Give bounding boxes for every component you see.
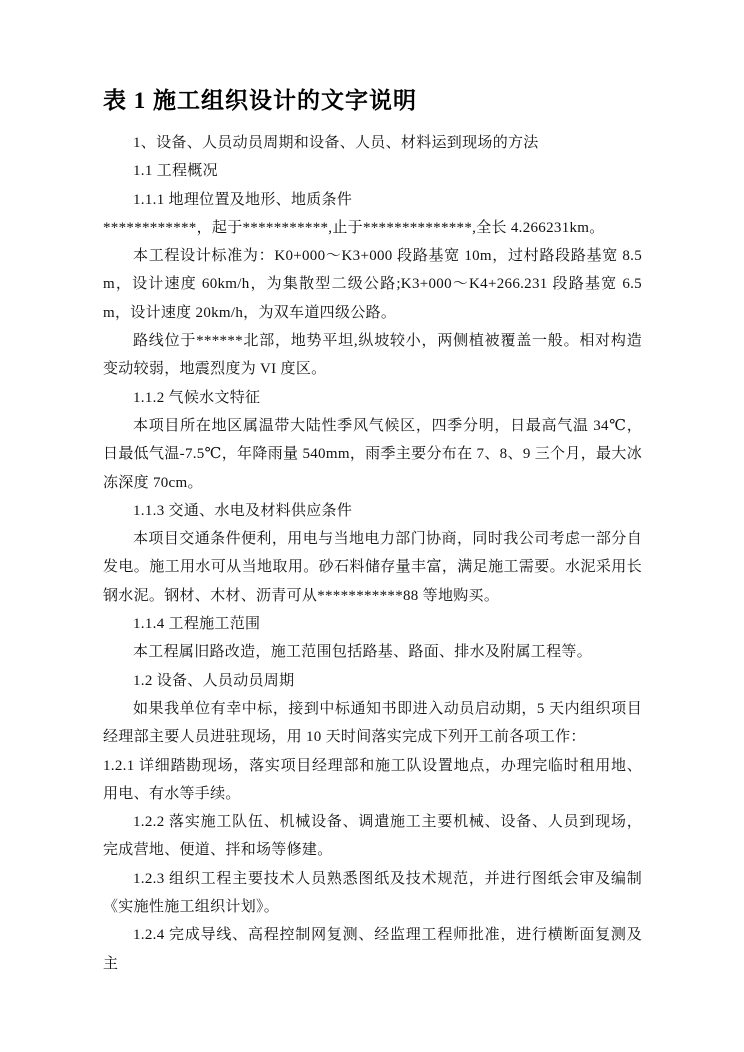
paragraph-heading-1-1-4: 1.1.4 工程施工范围 (133, 616, 261, 633)
paragraph-climate: 本项目所在地区属温带大陆性季风气候区，四季分明，日最高气温 34℃，日最低气温-7.5℃，年降雨量 540mm，雨季主要分布在 7、8、9 三个月，最大冰冻深度 70cm。 (103, 417, 642, 491)
paragraph-supply-conditions: 本项目交通条件便利，用电与当地电力部门协商，同时我公司考虑一部分自发电。施工用水可从当地取用。砂石料储存量丰富，满足施工需要。水泥采用长钢水泥。钢材、木材、沥青可从***********88 等地购买。 (103, 531, 642, 604)
paragraph-design-standard: 本工程设计标准为：K0+000～K3+000 段路基宽 10m，过村路段路基宽 8.5m，设计速度 60km/h，为集散型二级公路;K3+000～K4+266.231 段路基宽 6.5m，设计速度 20km/h，为双车道四级公路。 (103, 248, 642, 321)
paragraph-heading-1-1-1: 1.1.1 地理位置及地形、地质条件 (133, 191, 353, 208)
paragraph-route-location: 路线位于******北部，地势平坦,纵坡较小，两侧植被覆盖一般。相对构造变动较弱，地震烈度为 VI 度区。 (103, 333, 642, 378)
paragraph-scope: 本工程属旧路改造，施工范围包括路基、路面、排水及附属工程等。 (133, 644, 593, 661)
paragraph-item-1-2-1: 1.2.1 详细踏勘现场，落实项目经理部和施工队设置地点，办理完临时租用地、用电、有水等手续。 (103, 757, 642, 802)
paragraph-item-1-2-3: 1.2.3 组织工程主要技术人员熟悉图纸及技术规范，并进行图纸会审及编制《实施性施工组织计划》。 (103, 870, 642, 916)
paragraph-heading-1-1: 1.1 工程概况 (133, 163, 218, 180)
paragraph-item-1-2-4: 1.2.4 完成导线、高程控制网复测、经监理工程师批准，进行横断面复测及主 (103, 927, 642, 972)
document-title: 表 1 施工组织设计的文字说明 (103, 88, 417, 113)
paragraph-section-1-heading: 1、设备、人员动员周期和设备、人员、材料运到现场的方法 (133, 135, 539, 151)
paragraph-mobilization: 如果我单位有幸中标，接到中标通知书即进入动员启动期，5 天内组织项目经理部主要人员进驻现场，用 10 天时间落实完成下列开工前各项工作： (103, 700, 642, 746)
paragraph-heading-1-2: 1.2 设备、人员动员周期 (133, 672, 295, 689)
paragraph-heading-1-1-2: 1.1.2 气候水文特征 (133, 389, 261, 406)
paragraph-route-overview: ************，起于***********,止于**************,全长 4.266231km。 (103, 219, 605, 236)
paragraph-item-1-2-2: 1.2.2 落实施工队伍、机械设备、调遣施工主要机械、设备、人员到现场，完成营地、便道、拌和场等修建。 (103, 814, 642, 859)
paragraph-heading-1-1-3: 1.1.3 交通、水电及材料供应条件 (133, 502, 353, 519)
